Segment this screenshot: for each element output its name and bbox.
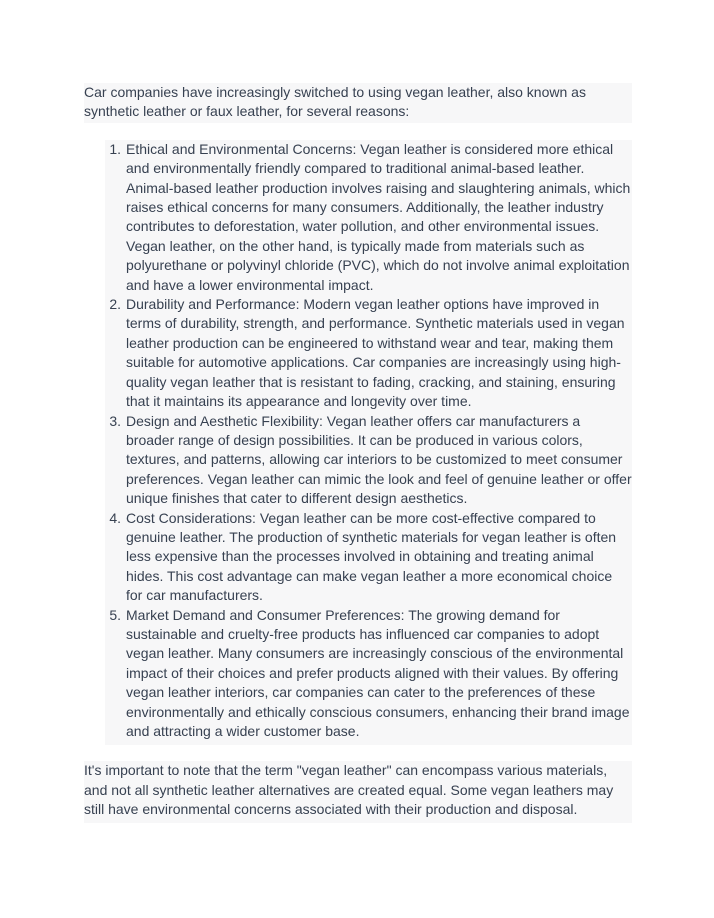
document-body bbox=[84, 83, 632, 823]
list-item-text: Durability and Performance: Modern vegan leather options have improved in terms of durability, strength, and performance. Synthetic materials used in vegan leather production can be engineered to withstand wear and tear, making them suitable for automotive applications. Car companies are increasingly using high-quality vegan leather that is resistant to fading, cracking, and staining, ensuring that it maintains its appearance and longevity over time. bbox=[126, 296, 625, 410]
list-item-number: 1. bbox=[109, 140, 121, 157]
list-item-number: 4. bbox=[109, 509, 121, 526]
list-item bbox=[105, 295, 632, 411]
list-item bbox=[105, 412, 632, 509]
outro-paragraph: It's important to note that the term "vegan leather" can encompass various materials, and not all synthetic leather alternatives are created equal. Some vegan leathers may still have environmental concerns associated with their production and disposal. bbox=[84, 761, 632, 822]
list-item-number: 2. bbox=[109, 296, 121, 313]
list-item-text: Design and Aesthetic Flexibility: Vegan leather offers car manufacturers a broader range of design possibilities. It can be produced in various colors, textures, and patterns, allowing car interiors to be customized to meet consumer preferences. Vegan leather can mimic the look and feel of genuine leather or offer unique finishes that cater to different design aesthetics. bbox=[126, 412, 632, 507]
list-item-text: Cost Considerations: Vegan leather can be more cost-effective compared to genuine leather. The production of synthetic materials for vegan leather is often less expensive than the processes involved in obtaining and treating animal hides. This cost advantage can make vegan leather a more economical choice for car manufacturers. bbox=[126, 509, 617, 604]
intro-paragraph: Car companies have increasingly switched to using vegan leather, also known as synthetic leather or faux leather, for several reasons: bbox=[84, 83, 632, 123]
reasons-list bbox=[105, 140, 632, 746]
list-item bbox=[105, 606, 632, 742]
list-item bbox=[105, 509, 632, 606]
list-item-text: Market Demand and Consumer Preferences: The growing demand for sustainable and cruelty-free products has influenced car companies to adopt vegan leather. Many consumers are increasingly conscious of the environmental impact of their choices and prefer products aligned with their values. By offering vegan leather interiors, car companies can cater to the preferences of these environmentally and ethically conscious consumers, enhancing their brand image and attracting a wider customer base. bbox=[126, 606, 630, 739]
list-item-number: 3. bbox=[109, 412, 121, 429]
list-item-number: 5. bbox=[109, 606, 121, 623]
list-item bbox=[105, 140, 632, 295]
list-item-text: Ethical and Environmental Concerns: Vegan leather is considered more ethical and environmentally friendly compared to traditional animal-based leather. Animal-based leather production involves raising and slaughtering animals, which raises ethical concerns for many consumers. Additionally, the leather industry contributes to deforestation, water pollution, and other environmental issues. Vegan leather, on the other hand, is typically made from materials such as polyurethane or polyvinyl chloride (PVC), which do not involve animal exploitation and have a lower environmental impact. bbox=[126, 140, 631, 293]
